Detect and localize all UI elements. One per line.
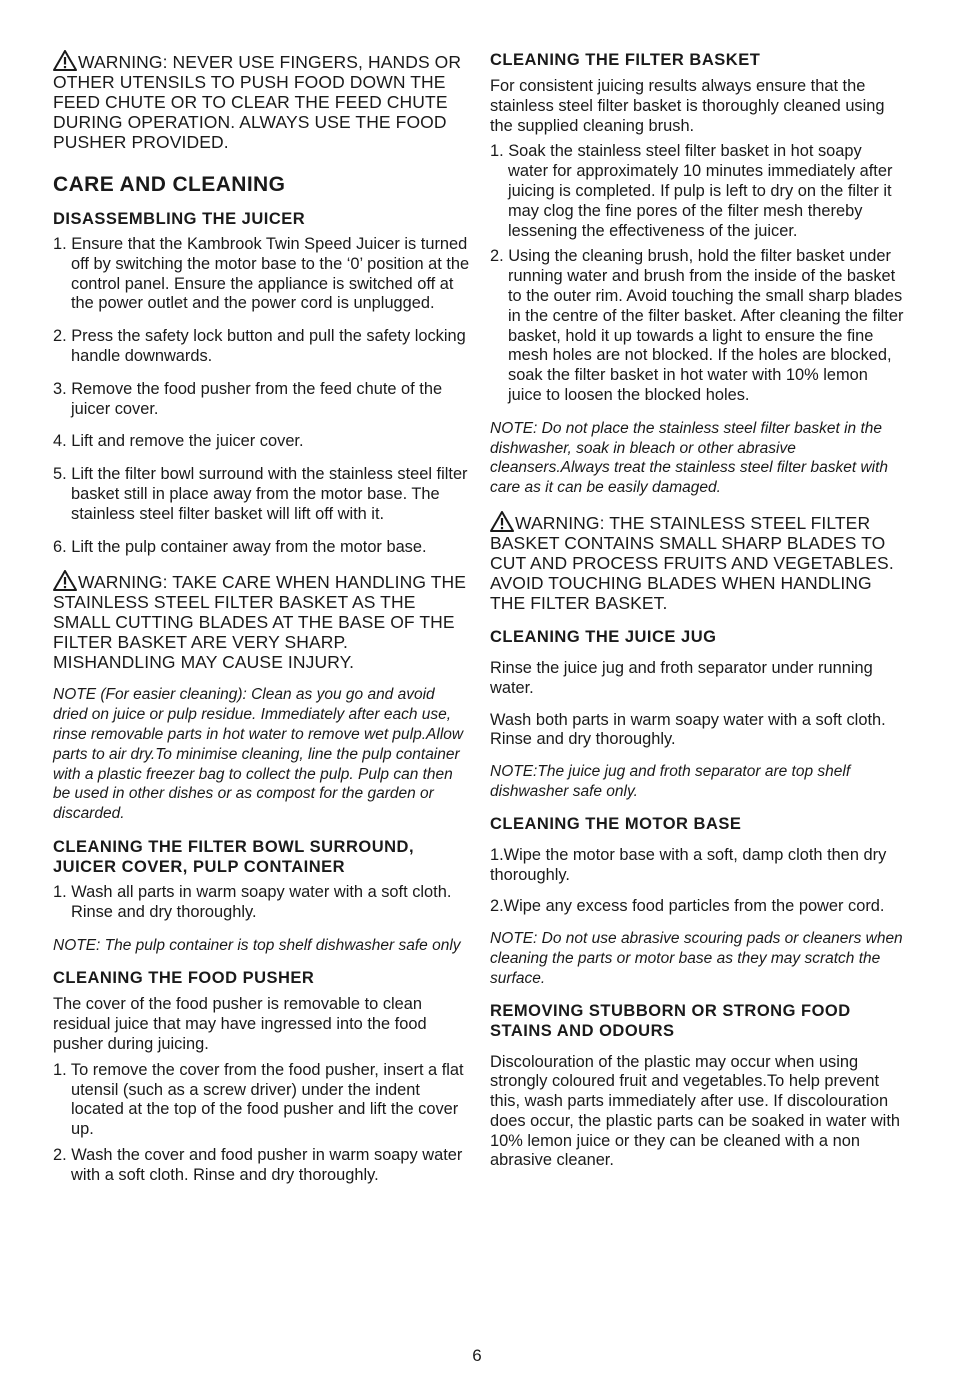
list-item: 1. Ensure that the Kambrook Twin Speed Juicer is turned off by switching the motor base to the ‘0’ position at the control panel. Ensure the appliance is switched off at the power outlet and the power cord is unplugged. [53,235,470,313]
heading-filter-basket: CLEANING THE FILTER BASKET [490,51,761,69]
food-pusher-steps [53,1061,473,1186]
note-easier-cleaning: NOTE (For easier cleaning): Clean as you go and avoid dried on juice or pulp residue. Immediately after each use, rinse removable parts in hot water to remove wet pulp.Allow parts to air dry.To minimise cleaning, line the pulp container with a plastic freezer bag to collect the pulp. Pulp can then be used in other dishes or as compost for the garden or discarded. [53,686,464,823]
list-item: 2. Press the safety lock button and pull the safety locking handle downwards. [53,327,466,365]
disassembling-steps [53,235,473,557]
list-item: 2. Wash the cover and food pusher in warm soapy water with a soft cloth. Rinse and dry thoroughly. [53,1145,463,1184]
list-item: 5. Lift the filter bowl surround with the stainless steel filter basket still in place away from the motor base. The stainless steel filter basket will lift off with it. [53,465,468,523]
heading-stains: REMOVING STUBBORN OR STRONG FOOD STAINS AND ODOURS [490,1001,851,1040]
list-item: 2. Using the cleaning brush, hold the filter basket under running water and brush from the inside of the basket to the outer rim. Avoid touching the small sharp blades in the centre of the filter basket. After cleaning the filter basket, hold it up towards a light to ensure the fine mesh holes are not blocked. If the holes are blocked, soak the filter basket in hot water with 10% lemon juice to loosen the blocked holes. [490,247,904,404]
filter-bowl-steps [53,883,473,923]
list-item: 1. To remove the cover from the food pusher, insert a flat utensil (such as a screw driver) under the indent located at the top of the food pusher and lift the cover up. [53,1060,464,1139]
motor-base-wipe: 1.Wipe the motor base with a soft, damp cloth then dry thoroughly. [490,845,887,884]
list-item: 1. Soak the stainless steel filter basket in hot soapy water for approximately 10 minutes immediately after juicing is completed. If pulp is left to dry on the filter it may clog the fine pores of the filter mesh thereby lessening the effectiveness of the juicer. [490,142,893,240]
page-number: 6 [472,1346,482,1365]
juice-jug-wash: Wash both parts in warm soapy water with a soft cloth. Rinse and dry thoroughly. [490,710,886,749]
list-item: 1. Wash all parts in warm soapy water with a soft cloth. Rinse and dry thoroughly. [53,882,452,921]
note-filter-basket: NOTE: Do not place the stainless steel filter basket in the dishwasher, soak in bleach or other abrasive cleansers.Always treat the stainless steel filter basket with care as it can be easily damaged. [490,419,889,497]
list-item: 4. Lift and remove the juicer cover. [53,432,304,451]
filter-basket-steps [490,142,906,405]
heading-juice-jug: CLEANING THE JUICE JUG [490,627,717,646]
food-pusher-intro: The cover of the food pusher is removable to clean residual juice that may have ingressed into the food pusher during juicing. [53,995,427,1053]
warning-fingers-text: WARNING: NEVER USE FINGERS, HANDS OR OTHER UTENSILS TO PUSH FOOD DOWN THE FEED CHUTE OR TO CLEAR THE FEED CHUTE DURING OPERATION. ALWAYS USE THE FOOD PUSHER PROVIDED. [53,52,462,152]
list-item: 3. Remove the food pusher from the feed chute of the juicer cover. [53,379,443,418]
note-motor-base: NOTE: Do not use abrasive scouring pads or cleaners when cleaning the parts or motor base as they may scratch the surface. [490,930,903,987]
note-pulp-container: NOTE: The pulp container is top shelf dishwasher safe only [53,936,461,954]
warning-filter-basket-text: WARNING: THE STAINLESS STEEL FILTER BASKET CONTAINS SMALL SHARP BLADES TO CUT AND PROCESS FRUITS AND VEGETABLES. AVOID TOUCHING BLADES WHEN HANDLING THE FILTER BASKET. [490,512,894,613]
heading-filter-bowl: CLEANING THE FILTER BOWL SURROUND, JUICER COVER, PULP CONTAINER [53,837,415,876]
warning-filter-basket [490,511,906,613]
warning-icon [53,570,77,591]
heading-food-pusher: CLEANING THE FOOD PUSHER [53,969,315,988]
juice-jug-rinse: Rinse the juice jug and froth separator under running water. [490,658,873,697]
stains-paragraph: Discolouration of the plastic may occur when using strongly coloured fruit and vegetables.To help prevent this, wash parts immediately after use. If discolouration does occur, the plastic parts can be soaked in water with 10% lemon juice or they can be cleaned with a non abrasive cleaner. [490,1052,900,1170]
motor-base-cord: 2.Wipe any excess food particles from the power cord. [490,897,885,916]
heading-motor-base: CLEANING THE MOTOR BASE [490,814,742,833]
warning-blades-text: WARNING: TAKE CARE WHEN HANDLING THE STAINLESS STEEL FILTER BASKET AS THE SMALL CUTTING BLADES AT THE BASE OF THE FILTER BASKET ARE VERY SHARP. MISHANDLING MAY CAUSE INJURY. [53,572,466,673]
right-column [490,50,906,1171]
filter-basket-intro: For consistent juicing results always ensure that the stainless steel filter basket is thoroughly cleaned using the supplied cleaning brush. [490,77,885,135]
heading-disassembling: DISASSEMBLING THE JUICER [53,210,306,228]
section-title: CARE AND CLEANING [53,173,286,196]
warning-icon [53,50,77,71]
warning-blades [53,570,473,672]
left-column [53,50,473,1186]
warning-icon [490,511,514,532]
warning-fingers [53,50,473,152]
note-juice-jug: NOTE:The juice jug and froth separator are top shelf dishwasher safe only. [490,763,851,800]
list-item: 6. Lift the pulp container away from the motor base. [53,537,427,556]
